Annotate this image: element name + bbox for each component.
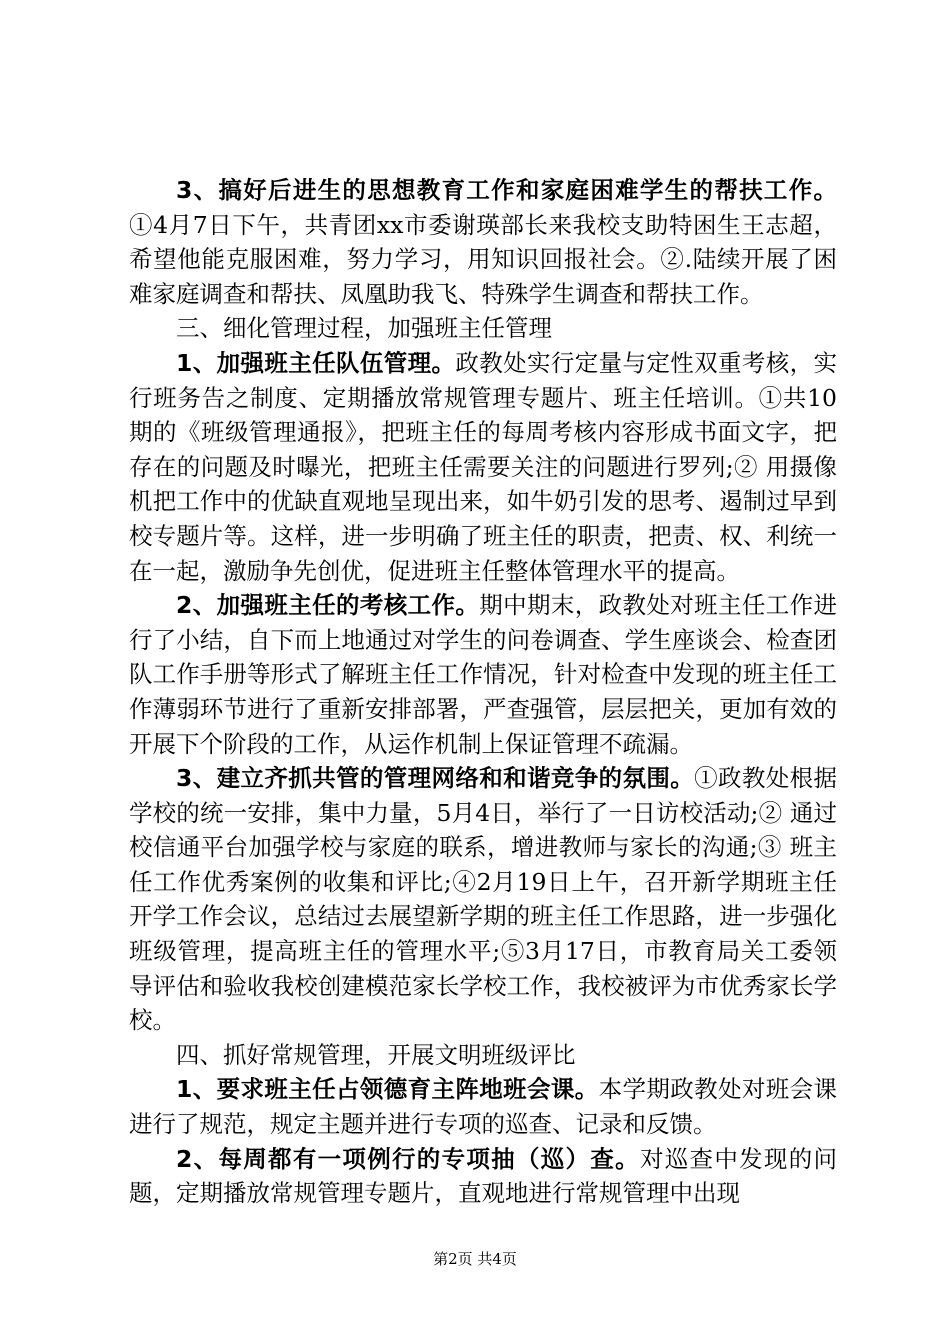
paragraph-lead: 3、建立齐抓共管的管理网络和和谐竞争的氛围。	[176, 764, 695, 793]
paragraph-2-assessment	[129, 588, 837, 761]
paragraph-text: ①政教处根据学校的统一安排，集中力量，5月4日，举行了一日访校活动;② 通过校信通平台加强学校与家庭的联系，增进教师与家长的沟通;③ 班主任工作优秀案例的收集和评比;④2月19日上午，召开新学期班主任开学工作会议，总结过去展望新学期的班主任工作思路，进一步强化班级管理，提高班主任的管理水平;⑤3月17日，市教育局关工委领导评估和验收我校创建模范家长学校工作，我校被评为市优秀家长学校。	[129, 764, 838, 1035]
paragraph-lead: 1、要求班主任占领德育主阵地班会课。	[176, 1075, 599, 1104]
paragraph-text: 对巡查中发现的问题，定期播放常规管理专题片，直观地进行常规管理中出现	[129, 1144, 837, 1208]
paragraph-lead: 2、加强班主任的考核工作。	[176, 591, 480, 620]
section-heading-3: 三、细化管理过程，加强班主任管理	[176, 314, 552, 343]
document-body	[129, 173, 837, 1211]
paragraph-text: 本学期政教处对班会课进行了规范，规定主题并进行专项的巡查、记录和反馈。	[129, 1075, 838, 1139]
paragraph-text: 期中期末，政教处对班主任工作进行了小结，自下而上地通过对学生的问卷调查、学生座谈会、检查团队工作手册等形式了解班主任工作情况，针对检查中发现的班主任工作薄弱环节进行了重新安排部署，严查强管，层层把关，更加有效的开展下个阶段的工作，从运作机制上保证管理不疏漏。	[129, 591, 837, 758]
paragraph-text: ①4月7日下午，共青团xx市委谢瑛部长来我校支助特困生王志超，希望他能克服困难，努力学习，用知识回报社会。②.陆续开展了困难家庭调查和帮扶、凤凰助我飞、特殊学生调查和帮扶工作。	[129, 210, 837, 308]
paragraph-2-inspection	[129, 1142, 837, 1211]
paragraph-1-team-management	[129, 346, 837, 588]
paragraph-lead: 3、搞好后进生的思想教育工作和家庭困难学生的帮扶工作。	[176, 176, 837, 204]
paragraph-3-poor-students	[129, 173, 837, 311]
paragraph-3-network	[129, 761, 837, 1038]
paragraph-lead: 2、每周都有一项例行的专项抽（巡）查。	[176, 1144, 640, 1173]
page-number-label: 第2页 共4页	[433, 1250, 517, 1268]
section-heading-4: 四、抓好常规管理，开展文明班级评比	[176, 1040, 576, 1069]
paragraph-text: 政教处实行定量与定性双重考核，实行班务告之制度、定期播放常规管理专题片、班主任培训。①共10期的《班级管理通报》，把班主任的每周考核内容形成书面文字，把存在的问题及时曝光，把班主任需要关注的问题进行罗列;② 用摄像机把工作中的优缺直观地呈现出来，如牛奶引发的思考、遏制过早到校专题片等。这样，进一步明确了班主任的职责，把责、权、利统一在一起，激励争先创优，促进班主任整体管理水平的提高。	[129, 348, 837, 585]
page-footer	[0, 1248, 950, 1269]
paragraph-1-class-meeting	[129, 1072, 837, 1141]
paragraph-lead: 1、加强班主任队伍管理。	[176, 348, 456, 377]
